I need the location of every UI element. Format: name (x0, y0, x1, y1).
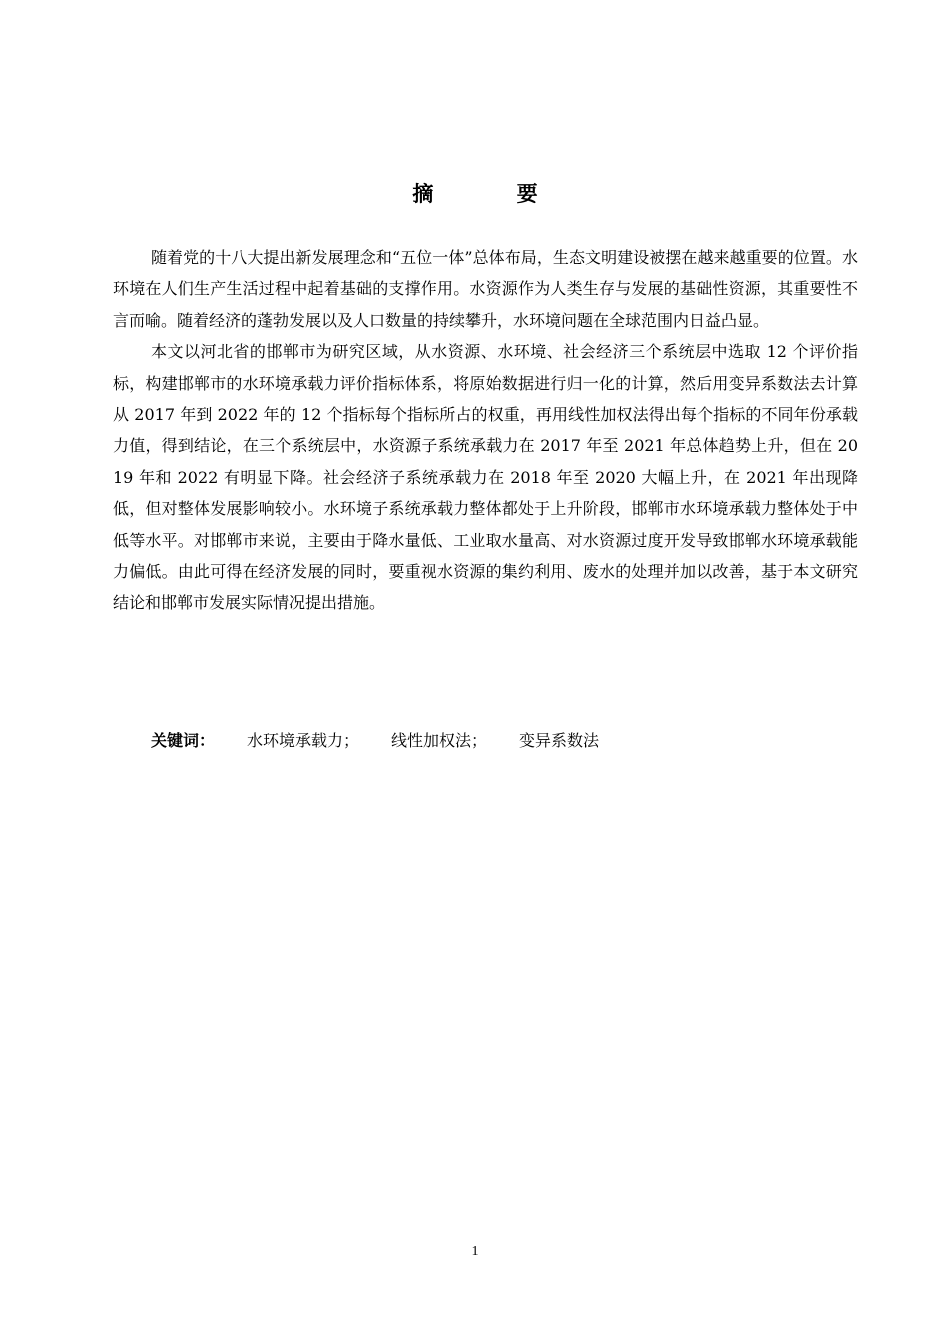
abstract-paragraph-2: 本文以河北省的邯郸市为研究区域，从水资源、水环境、社会经济三个系统层中选取 12 个评价指标，构建邯郸市的水环境承载力评价指标体系，将原始数据进行归一化的计算，然后用变异系数法去计算从 2017 年到 2022 年的 12 个指标每个指标所占的权重，再用线性加权法得出每个指标的不同年份承载力值，得到结论，在三个系统层中，水资源子系统承载力在 2017 年至 2021 年总体趋势上升，但在 2019 年和 2022 有明显下降。社会经济子系统承载力在 2018 年至 2020 大幅上升，在 2021 年出现降低，但对整体发展影响较小。水环境子系统承载力整体都处于上升阶段，邯郸市水环境承载力整体处于中低等水平。对邯郸市来说，主要由于降水量低、工业取水量高、对水资源过度开发导致邯郸水环境承载能力偏低。由此可得在经济发展的同时，要重视水资源的集约利用、废水的处理并加以改善，基于本文研究结论和邯郸市发展实际情况提出措施。 (113, 342, 858, 613)
page-title: 摘 要 (412, 182, 576, 206)
abstract-paragraph-1: 随着党的十八大提出新发展理念和“五位一体”总体布局，生态文明建设被摆在越来越重要的位置。水环境在人们生产生活过程中起着基础的支撑作用。水资源作为人类生存与发展的基础性资源，其重要性不言而喻。随着经济的蓬勃发展以及人口数量的持续攀升，水环境问题在全球范围内日益凸显。 (113, 248, 858, 330)
abstract-body (113, 242, 858, 619)
keyword-item: 变异系数法 (519, 731, 600, 750)
keyword-item: 线性加权法； (391, 731, 488, 750)
keywords-label: 关键词： (151, 731, 216, 750)
keywords-line (151, 725, 631, 756)
page-number: 1 (471, 1244, 479, 1259)
keyword-item: 水环境承载力； (247, 731, 360, 750)
